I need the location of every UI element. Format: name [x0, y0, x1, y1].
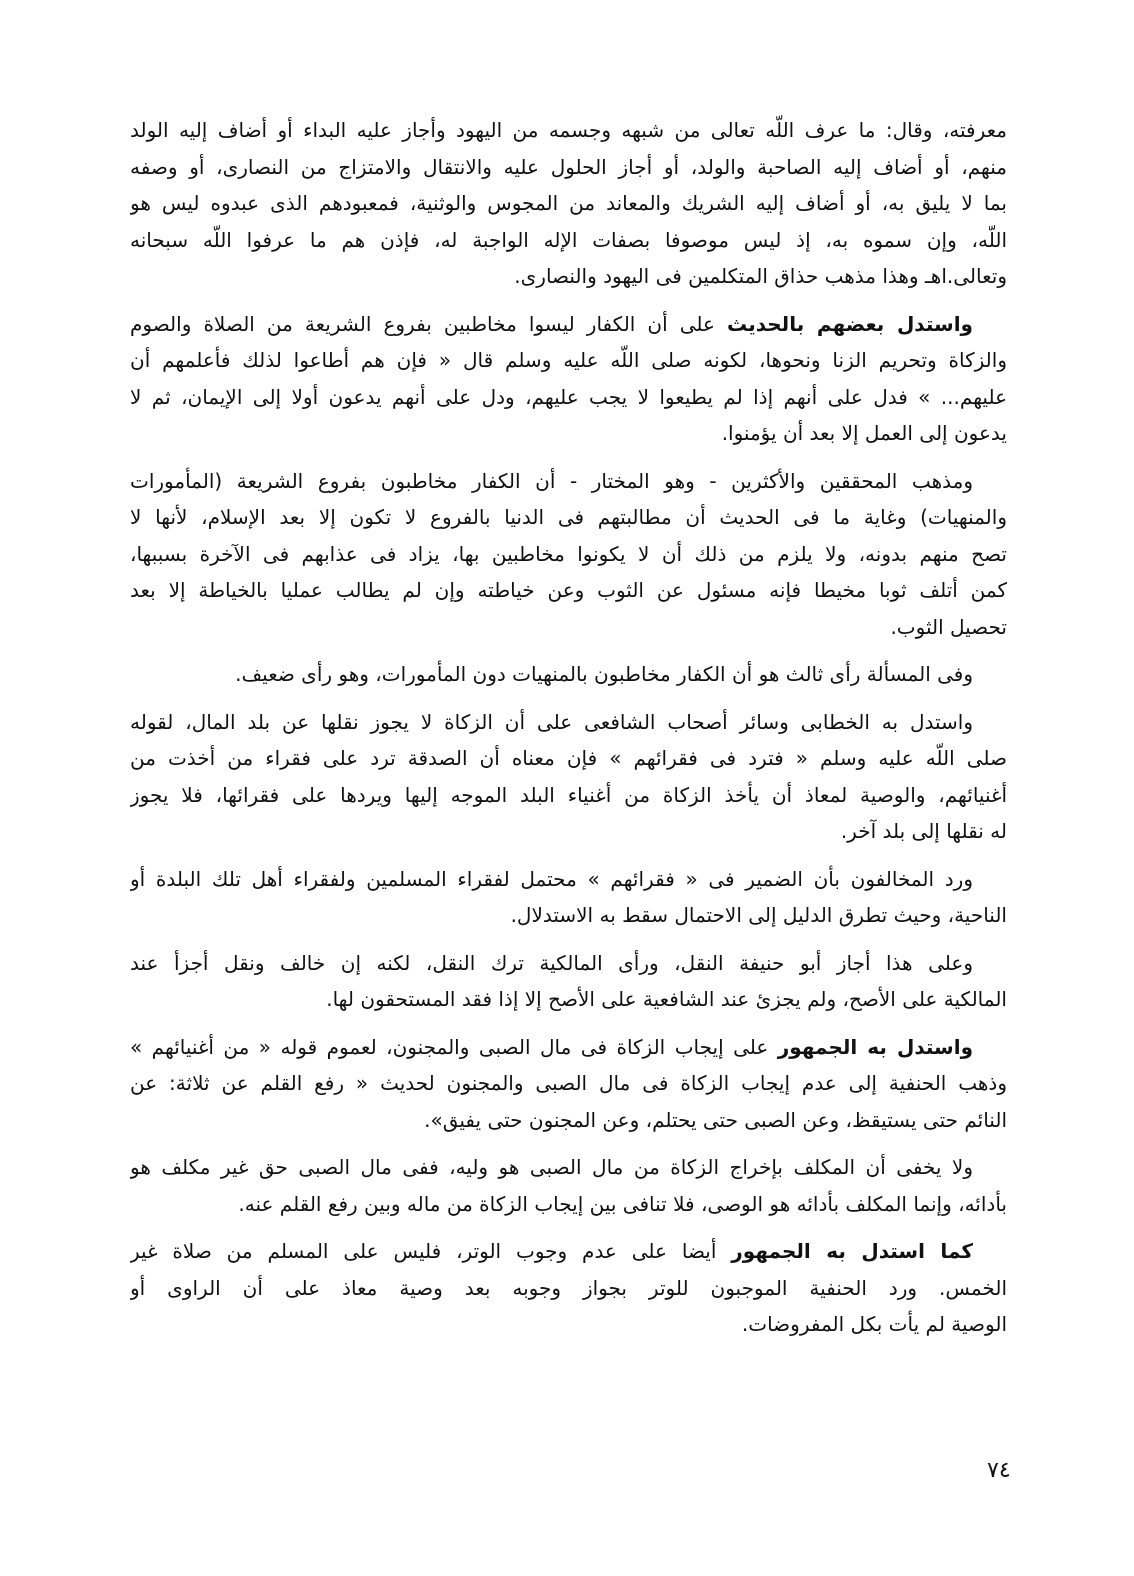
text-line: معرفته، وقال: ما عرف اللّه تعالى من شبهه وجسمه من اليهود وأجاز عليه البداء أو أضاف إليه الولد	[130, 118, 1007, 142]
paragraph-4	[130, 656, 1007, 693]
bold-lead: واستدل به الجمهور	[777, 1034, 973, 1059]
paragraph-5	[130, 704, 1007, 850]
text-line: الناحية، وحيث تطرق الدليل إلى الاحتمال سقط به الاستدلال.	[510, 903, 1007, 927]
text-line	[130, 1029, 1007, 1066]
text-line: وذهب الحنفية إلى عدم إيجاب الزكاة فى مال الصبى والمجنون لحديث « رفع القلم عن ثلاثة: عن	[130, 1071, 1007, 1095]
text-span: على أن الكفار ليسوا مخاطبين بفروع الشريعة من الصلاة والصوم	[130, 311, 728, 336]
paragraph-3	[130, 463, 1007, 646]
text-line: اللّه، وإن سموه به، إذ ليس موصوفا بصفات الإله الواجبة له، فإذن هم ما عرفوا اللّه سبحانه	[130, 227, 1007, 252]
paragraph-8	[130, 1029, 1007, 1139]
text-line: ورد المخالفون بأن الضمير فى « فقرائهم » محتمل لفقراء المسلمين ولفقراء أهل تلك البلدة أو	[130, 866, 973, 891]
text-line: ومذهب المحققين والأكثرين - وهو المختار - أن الكفار مخاطبون بفروع الشريعة (المأمورات	[130, 468, 973, 493]
text-span: على إيجاب الزكاة فى مال الصبى والمجنون، لعموم قوله « من أغنيائهم »	[130, 1034, 778, 1059]
paragraph-2	[130, 306, 1007, 452]
paragraph-1	[130, 112, 1007, 295]
text-line: تصح منهم بدونه، ولا يلزم من ذلك أن لا يكونوا مخاطبين بها، يزاد فى عذابهم فى الآخرة بسببها،	[130, 541, 1007, 566]
paragraph-6	[130, 861, 1007, 934]
text-line: كمن أتلف ثوبا مخيطا فإنه مسئول عن الثوب وعن خياطته وإن لم يطالب عمليا بالخياطة إلا بعد	[130, 578, 1007, 602]
text-line	[130, 306, 1007, 343]
text-line: الخمس. ورد الحنفية الموجبون للوتر بجواز وجوبه بعد وصية معاذ على أن الراوى أو	[130, 1275, 1007, 1300]
text-span: أيضا على عدم وجوب الوتر، فليس على المسلم من صلاة غير	[130, 1239, 732, 1263]
text-line: يدعون إلى العمل إلا بعد أن يؤمنوا.	[721, 421, 1007, 445]
text-line: وعلى هذا أجاز أبو حنيفة النقل، ورأى المالكية ترك النقل، لكنه إن خالف ونقل أجزأ عند	[130, 950, 973, 975]
text-line	[130, 1233, 1007, 1270]
text-line: صلى اللّه عليه وسلم « فترد فى فقرائهم » فإن معناه أن الصدقة ترد على فقراء من أخذت من	[130, 746, 1007, 770]
bold-lead: واستدل بعضهم بالحديث	[727, 311, 973, 336]
text-line: بما لا يليق به، أو أضاف إليه الشريك والمعاند من المجوس والوثنية، فمعبودهم الذى عبدوه ليس هو	[130, 191, 1007, 215]
text-line: الوصية لم يأت بكل المفروضات.	[741, 1312, 1007, 1336]
text-line: وتعالى.اهـ وهذا مذهب حذاق المتكلمين فى اليهود والنصارى.	[514, 264, 1007, 288]
page-number: ٧٤	[987, 1458, 1011, 1483]
text-line: له نقلها إلى بلد آخر.	[840, 819, 1007, 843]
text-line: والمنهيات) وغاية ما فى الحديث أن مطالبتهم فى الدنيا بالفروع لا تكون إلا بعد الإسلام، لأنها لا	[130, 505, 1007, 529]
document-page	[130, 112, 1007, 1354]
text-line: بأدائه، وإنما المكلف بأدائه هو الوصى، فلا تنافى بين إيجاب الزكاة من ماله وبين رفع القلم عنه.	[238, 1191, 1007, 1216]
text-line: تحصيل الثوب.	[890, 614, 1007, 639]
text-line: النائم حتى يستيقظ، وعن الصبى حتى يحتلم، وعن المجنون حتى يفيق».	[424, 1107, 1007, 1132]
text-line: المالكية على الأصح، ولم يجزئ عند الشافعية على الأصح إلا إذا فقد المستحقون لها.	[326, 987, 1007, 1011]
paragraph-10	[130, 1233, 1007, 1343]
text-line: ولا يخفى أن المكلف بإخراج الزكاة من مال الصبى هو وليه، ففى مال الصبى حق غير مكلف هو	[130, 1155, 973, 1179]
bold-lead: كما استدل به الجمهور	[731, 1239, 973, 1263]
text-line: واستدل به الخطابى وسائر أصحاب الشافعى على أن الزكاة لا يجوز نقلها عن بلد المال، لقوله	[130, 709, 973, 734]
text-line: والزكاة وتحريم الزنا ونحوها، لكونه صلى اللّه عليه وسلم قال « فإن هم أطاعوا لذلك فأعلمهم أن	[130, 348, 1007, 372]
text-line: عليهم... » فدل على أنهم إذا لم يطيعوا لا يجب عليهم، ودل على أنهم يدعون أولا إلى الإيمان، ثم لا	[130, 384, 1007, 409]
text-line: وفى المسألة رأى ثالث هو أن الكفار مخاطبون بالمنهيات دون المأمورات، وهو رأى ضعيف.	[235, 662, 973, 686]
paragraph-9	[130, 1149, 1007, 1222]
text-line: أغنيائهم، والوصية لمعاذ أن يأخذ الزكاة من أغنياء البلد الموجه إليها ويردها على فقرائها، فلا يجوز	[130, 782, 1007, 807]
paragraph-7	[130, 945, 1007, 1018]
text-line: منهم، أو أضاف إليه الصاحبة والولد، أو أجاز الحلول عليه والانتقال والامتزاج من النصارى، أو وصفه	[130, 154, 1007, 179]
